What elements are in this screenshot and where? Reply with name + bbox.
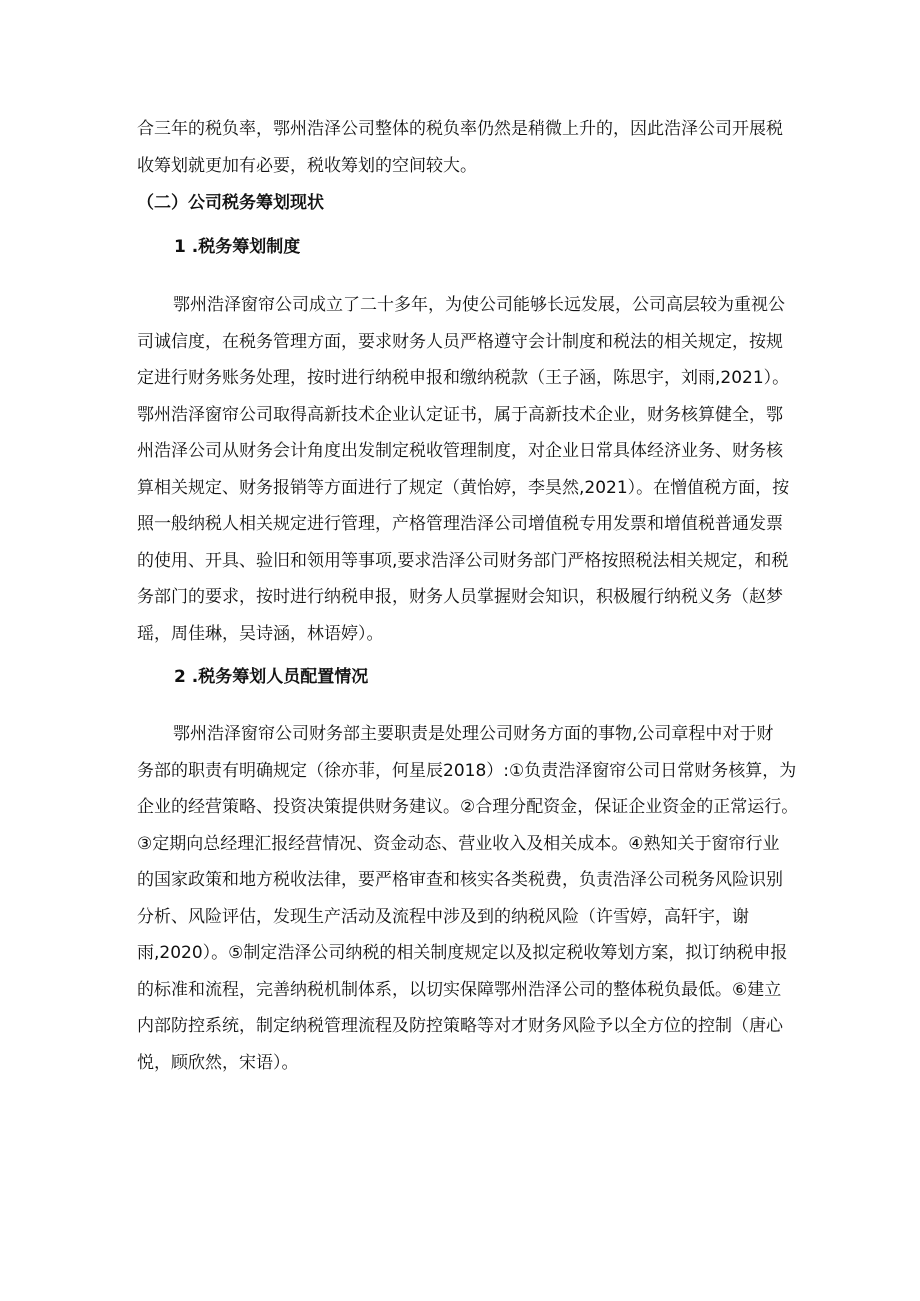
paragraph-line: 的使用、开具、验旧和领用等事项,要求浩泽公司财务部门严格按照税法相关规定，和税 [137,550,789,571]
paragraph-line: 务部的职责有明确规定（徐亦菲，何星辰2018）:①负责浩泽窗帘公司日常财务核算，为 [137,760,797,781]
paragraph-line: 合三年的税负率，鄂州浩泽公司整体的税负率仍然是稍微上升的，因此浩泽公司开展税 [137,119,783,139]
paragraph-line: 鄂州浩泽窗帘公司取得高新技术企业认定证书，属于高新技术企业，财务核算健全，鄂 [137,404,783,425]
paragraph-line: 雨,2020）。⑤制定浩泽公司纳税的相关制度规定以及拟定税收筹划方案，拟订纳税申报 [137,943,788,963]
paragraph-line: 内部防控系统，制定纳税管理流程及防控策略等对才财务风险予以全方位的控制（唐心 [137,1016,783,1036]
paragraph-line: 州浩泽公司从财务会计角度出发制定税收管理制度，对企业日常具体经济业务、财务核 [137,441,783,461]
paragraph-line: 分析、风险评估，发现生产活动及流程中涉及到的纳税风险（许雪婷，高轩宇，谢 [137,906,749,927]
paragraph-line: 算相关规定、财务报销等方面进行了规定（黄怡婷，李昊然,2021）。在憎值税方面，按 [137,477,790,498]
section-heading: （二）公司税务筹划现状 [137,193,324,213]
paragraph-line: 鄂州浩泽窗帘公司成立了二十多年，为使公司能够长远发展，公司高层较为重视公 [173,295,785,315]
paragraph-line: 的国家政策和地方税收法律，要严格审查和核实各类税费，负责浩泽公司税务风险识别 [137,870,783,890]
paragraph-line: 企业的经营策略、投资决策提供财务建议。②合理分配资金，保证企业资金的正常运行。 [137,797,799,817]
paragraph-line: 定进行财务账务处理，按时进行纳税申报和缴纳税款（王子涵，陈思宇，刘雨,2021）。 [137,368,790,388]
paragraph-line: 瑶，周佳琳，吴诗涵，林语婷）。 [137,623,384,644]
paragraph-line: 收筹划就更加有必要，税收筹划的空间较大。 [137,155,477,176]
subsection-1-paragraph [137,287,790,652]
paragraph-line: 鄂州浩泽窗帘公司财务部主要职责是处理公司财务方面的事物,公司章程中对于财 [173,724,774,744]
paragraph-line: 照一般纳税人相关规定进行管理，产格管理浩泽公司增值税专用发票和增值税普通发票 [137,514,783,534]
intro-paragraph [137,111,787,184]
paragraph-line: 务部门的要求，按时进行纳税申报，财务人员掌握财会知识，积极履行纳税义务（赵梦 [137,587,783,607]
subsection-heading-2: 2 .税务筹划人员配置情况 [174,667,369,687]
subsection-heading-1: 1 .税务筹划制度 [174,237,301,257]
paragraph-line: ③定期向总经理汇报经营情况、资金动态、营业收入及相关成本。④熟知关于窗帘行业 [137,833,780,854]
paragraph-line: 悦，顾欣然，宋语）。 [137,1052,299,1073]
subsection-2-paragraph [137,716,799,1081]
paragraph-line: 的标准和流程，完善纳税机制体系，以切实保障鄂州浩泽公司的整体税负最低。⑥建立 [137,979,782,1000]
paragraph-line: 司诚信度，在税务管理方面，要求财务人员严格遵守会计制度和税法的相关规定，按规 [137,331,783,352]
